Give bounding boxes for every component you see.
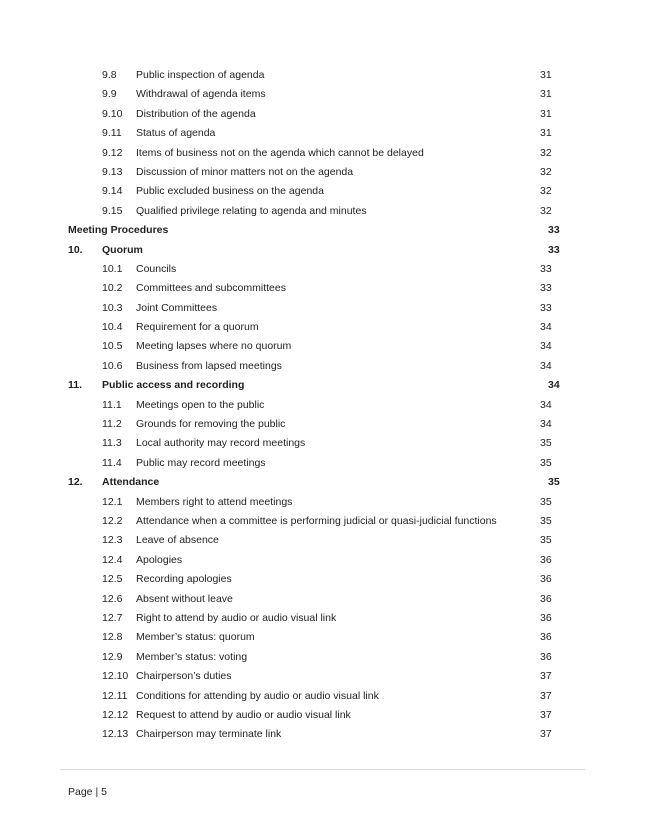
toc-entry-page: 34 bbox=[548, 379, 560, 392]
toc-entry-label: Members right to attend meetings bbox=[136, 495, 293, 508]
toc-entry-number: 10.4 bbox=[102, 321, 123, 334]
toc-entry[interactable] bbox=[68, 667, 568, 686]
toc-entry-label: Public inspection of agenda bbox=[136, 69, 265, 81]
toc-entry-label: Status of agenda bbox=[136, 127, 216, 140]
toc-entry-page: 34 bbox=[540, 418, 552, 431]
toc-entry-number: 12.8 bbox=[102, 631, 123, 644]
toc-entry-number: 10.5 bbox=[102, 340, 123, 353]
toc-entry[interactable] bbox=[68, 241, 568, 260]
toc-entry-label: Business from lapsed meetings bbox=[136, 359, 282, 372]
toc-entry-number: 10. bbox=[68, 243, 83, 256]
toc-entry-page: 33 bbox=[548, 243, 560, 256]
toc-entry-number: 12.13 bbox=[102, 728, 129, 741]
toc-entry[interactable] bbox=[68, 551, 568, 570]
toc-entry[interactable] bbox=[68, 105, 568, 124]
toc-entry[interactable] bbox=[68, 531, 568, 550]
toc-entry-number: 10.3 bbox=[102, 301, 123, 314]
toc-entry-page: 35 bbox=[540, 456, 552, 469]
toc-entry[interactable] bbox=[68, 337, 568, 356]
toc-entry-number: 9.11 bbox=[102, 127, 122, 140]
toc-entry[interactable] bbox=[68, 279, 568, 298]
toc-entry-number: 12.1 bbox=[102, 495, 123, 508]
toc-entry-label: Quorum bbox=[102, 243, 143, 256]
toc-entry[interactable] bbox=[68, 202, 568, 221]
toc-entry-number: 12.9 bbox=[102, 650, 123, 663]
toc-entry-label: Meeting Procedures bbox=[68, 224, 169, 237]
toc-entry-page: 31 bbox=[540, 88, 552, 101]
toc-entry-page: 32 bbox=[540, 185, 552, 198]
toc-entry-page: 34 bbox=[540, 359, 552, 372]
toc-entry-number: 12.11 bbox=[102, 689, 128, 702]
toc-entry-label: Councils bbox=[136, 262, 177, 275]
toc-entry-number: 12.10 bbox=[102, 670, 129, 683]
toc-entry-label: Chairperson may terminate link bbox=[136, 728, 282, 741]
toc-entry-number: 10.6 bbox=[102, 359, 123, 372]
toc-entry[interactable] bbox=[68, 570, 568, 589]
toc-entry-page: 37 bbox=[540, 728, 552, 741]
toc-entry-label: Public may record meetings bbox=[136, 456, 266, 469]
toc-entry[interactable] bbox=[68, 357, 568, 376]
toc-entry-label: Conditions for attending by audio or audio visual link bbox=[136, 689, 379, 702]
toc-entry-page: 35 bbox=[540, 514, 552, 527]
toc-entry-label: Local authority may record meetings bbox=[136, 437, 306, 450]
table-of-contents bbox=[68, 66, 568, 745]
toc-entry-page: 34 bbox=[540, 321, 552, 334]
toc-entry[interactable] bbox=[68, 163, 568, 182]
toc-entry-page: 37 bbox=[540, 689, 552, 702]
toc-entry-page: 33 bbox=[540, 282, 552, 295]
toc-entry[interactable] bbox=[68, 124, 568, 143]
toc-entry-label: Joint Committees bbox=[136, 301, 218, 314]
toc-entry-number: 12.5 bbox=[102, 573, 123, 586]
toc-entry-page: 32 bbox=[540, 204, 552, 217]
toc-entry-label: Member’s status: quorum bbox=[136, 631, 255, 644]
toc-entry-label: Request to attend by audio or audio visual link bbox=[136, 708, 351, 721]
toc-entry-number: 9.10 bbox=[102, 107, 123, 120]
toc-entry-label: Public access and recording bbox=[102, 379, 245, 392]
toc-entry[interactable] bbox=[68, 299, 568, 318]
toc-entry-page: 31 bbox=[540, 127, 552, 140]
footer-divider bbox=[60, 769, 585, 770]
toc-entry-number: 12.4 bbox=[102, 553, 123, 566]
toc-entry[interactable] bbox=[68, 473, 568, 492]
toc-entry-label: Qualified privilege relating to agenda and minutes bbox=[136, 204, 367, 217]
toc-entry-label: Right to attend by audio or audio visual link bbox=[136, 611, 337, 624]
toc-entry[interactable] bbox=[68, 628, 568, 647]
toc-entry[interactable] bbox=[68, 493, 568, 512]
toc-entry-label: Grounds for removing the public bbox=[136, 418, 286, 431]
toc-entry[interactable] bbox=[68, 318, 568, 337]
toc-entry-label: Member’s status: voting bbox=[136, 650, 248, 663]
page-footer: Page | 5 bbox=[68, 786, 107, 798]
toc-entry-page: 36 bbox=[540, 650, 552, 663]
toc-entry[interactable] bbox=[68, 725, 568, 744]
toc-entry-page: 36 bbox=[540, 553, 552, 566]
toc-entry-page: 33 bbox=[540, 262, 552, 275]
toc-entry-label: Distribution of the agenda bbox=[136, 107, 256, 120]
toc-entry-page: 32 bbox=[540, 165, 552, 178]
toc-entry-label: Items of business not on the agenda which cannot be delayed bbox=[136, 146, 424, 159]
toc-entry-page: 37 bbox=[540, 708, 552, 721]
toc-entry[interactable] bbox=[68, 687, 568, 706]
toc-entry[interactable] bbox=[68, 182, 568, 201]
toc-entry-page: 31 bbox=[540, 69, 552, 81]
toc-entry[interactable] bbox=[68, 396, 568, 415]
toc-entry-label: Leave of absence bbox=[136, 534, 219, 547]
toc-entry[interactable] bbox=[68, 260, 568, 279]
toc-entry-number: 9.13 bbox=[102, 165, 123, 178]
toc-entry[interactable] bbox=[68, 590, 568, 609]
toc-entry-number: 10.1 bbox=[102, 262, 123, 275]
toc-entry-label: Public excluded business on the agenda bbox=[136, 185, 324, 198]
toc-entry-page: 37 bbox=[540, 670, 552, 683]
toc-entry-number: 9.12 bbox=[102, 146, 123, 159]
toc-entry-page: 35 bbox=[540, 495, 552, 508]
toc-entry-label: Attendance when a committee is performing judicial or quasi-judicial functions bbox=[136, 514, 497, 527]
toc-entry[interactable] bbox=[68, 706, 568, 725]
toc-entry-number: 12.6 bbox=[102, 592, 123, 605]
toc-entry[interactable] bbox=[68, 415, 568, 434]
toc-entry-number: 12.7 bbox=[102, 611, 123, 624]
toc-entry[interactable] bbox=[68, 221, 568, 240]
toc-entry-label: Meeting lapses where no quorum bbox=[136, 340, 292, 353]
toc-entry[interactable] bbox=[68, 609, 568, 628]
toc-entry-number: 12. bbox=[68, 476, 83, 489]
toc-entry-number: 12.3 bbox=[102, 534, 123, 547]
toc-entry[interactable] bbox=[68, 648, 568, 667]
toc-entry-number: 9.9 bbox=[102, 88, 117, 101]
toc-entry[interactable] bbox=[68, 85, 568, 104]
toc-entry-number: 9.15 bbox=[102, 204, 123, 217]
toc-entry-page: 31 bbox=[540, 107, 552, 120]
toc-entry-page: 36 bbox=[540, 592, 552, 605]
toc-entry-number: 11.1 bbox=[102, 398, 122, 411]
toc-entry[interactable] bbox=[68, 512, 568, 531]
toc-entry-page: 34 bbox=[540, 398, 552, 411]
toc-entry-label: Requirement for a quorum bbox=[136, 321, 259, 334]
toc-entry[interactable] bbox=[68, 454, 568, 473]
toc-entry[interactable] bbox=[68, 66, 568, 85]
toc-entry-page: 36 bbox=[540, 573, 552, 586]
toc-entry-page: 36 bbox=[540, 611, 552, 624]
toc-entry-page: 36 bbox=[540, 631, 552, 644]
toc-entry-page: 34 bbox=[540, 340, 552, 353]
toc-entry[interactable] bbox=[68, 376, 568, 395]
toc-entry-number: 11. bbox=[68, 379, 83, 392]
toc-entry-page: 33 bbox=[540, 301, 552, 314]
toc-entry-number: 10.2 bbox=[102, 282, 123, 295]
toc-entry-label: Withdrawal of agenda items bbox=[136, 88, 266, 101]
toc-entry-label: Absent without leave bbox=[136, 592, 233, 605]
toc-entry-label: Committees and subcommittees bbox=[136, 282, 286, 295]
toc-entry-number: 9.8 bbox=[102, 69, 117, 81]
toc-entry-label: Discussion of minor matters not on the agenda bbox=[136, 165, 354, 178]
toc-entry-number: 11.3 bbox=[102, 437, 122, 450]
toc-entry-page: 32 bbox=[540, 146, 552, 159]
toc-entry-number: 12.2 bbox=[102, 514, 123, 527]
toc-entry-page: 35 bbox=[540, 534, 552, 547]
toc-entry-page: 35 bbox=[548, 476, 560, 489]
toc-entry[interactable] bbox=[68, 144, 568, 163]
toc-entry-number: 11.4 bbox=[102, 456, 122, 469]
toc-entry-page: 35 bbox=[540, 437, 552, 450]
toc-entry-label: Attendance bbox=[102, 476, 160, 489]
toc-entry-label: Chairperson’s duties bbox=[136, 670, 232, 683]
toc-entry-number: 11.2 bbox=[102, 418, 122, 431]
toc-entry-number: 9.14 bbox=[102, 185, 123, 198]
toc-entry-label: Meetings open to the public bbox=[136, 398, 265, 411]
toc-entry-page: 33 bbox=[548, 224, 560, 237]
toc-entry[interactable] bbox=[68, 434, 568, 453]
toc-entry-label: Apologies bbox=[136, 553, 183, 566]
toc-entry-number: 12.12 bbox=[102, 708, 129, 721]
toc-entry-label: Recording apologies bbox=[136, 573, 232, 586]
